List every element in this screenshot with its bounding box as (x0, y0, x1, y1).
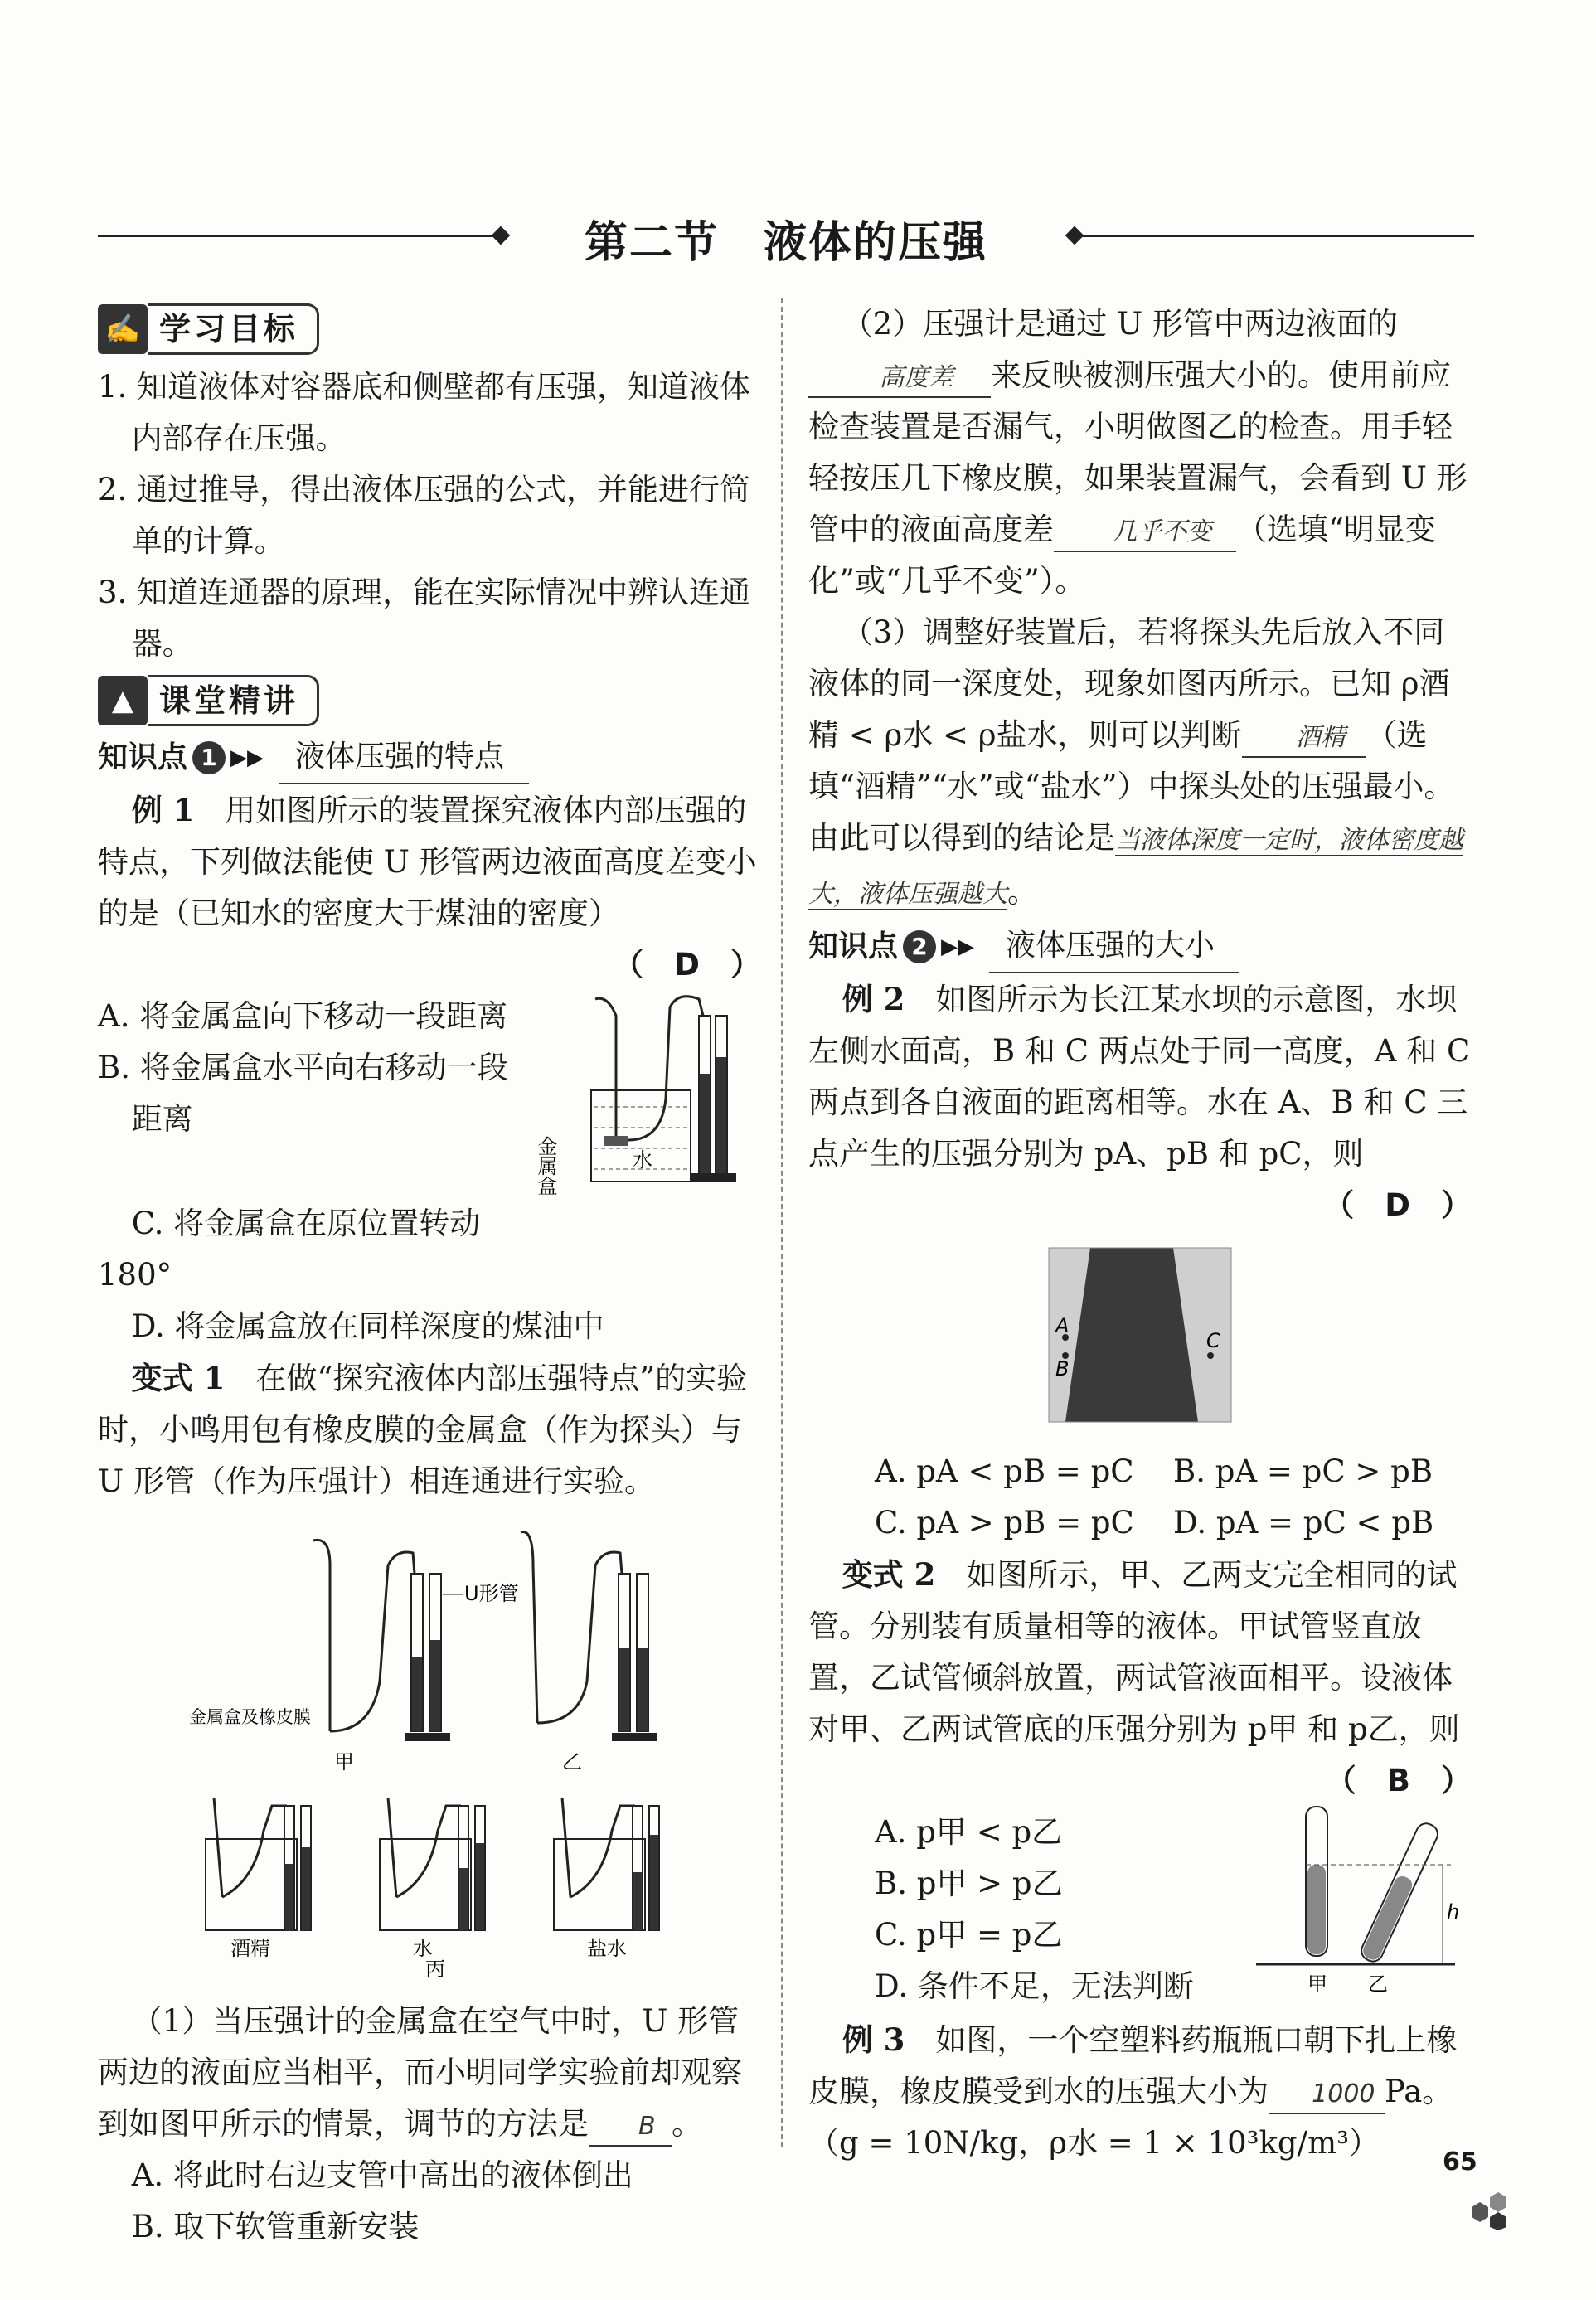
kp-number: 2 (903, 930, 936, 963)
figure-yi (521, 1532, 657, 1774)
example-tag: 例 1 (131, 792, 195, 828)
figure-label-box: 金属盒 (534, 1136, 557, 1196)
option: C. 将金属盒在原位置转动 180° (98, 1206, 481, 1293)
answer-blank: 酒精 (1242, 720, 1366, 758)
figure-label-c: C (1206, 1329, 1220, 1352)
example-stem-text: 用如图所示的装置探究液体内部压强的特点，下列做法能使 U 形管两边液面高度差变小的是（已知水的密度大于煤油的密度） (98, 793, 757, 931)
example-1-options (98, 991, 537, 1145)
right-column (808, 298, 1472, 2169)
variant-2-options (875, 1807, 1248, 2012)
variant-1-q1 (98, 1996, 761, 2150)
figure-label-brine: 盐水 (587, 1937, 627, 1960)
column-divider (781, 298, 783, 2147)
question-text: 。 (672, 2106, 702, 2142)
knowledge-point-2 (808, 922, 1472, 972)
lecture-badge (98, 673, 761, 728)
variant-2-stem (808, 1549, 1472, 1755)
option: A. 将此时右边支管中高出的液体倒出 (131, 2157, 633, 2193)
kp-name: 液体压强的大小 (989, 920, 1239, 973)
question-text: （选填“明显变化”或“几乎不变”）。 (808, 512, 1436, 599)
example-2-options (808, 1446, 1472, 1549)
student-icon: ✍ (98, 304, 148, 354)
figure-label-h: h (1447, 1900, 1460, 1924)
figure-label-utube: U形管 (464, 1582, 519, 1605)
double-arrow-icon: ▶▶ (941, 934, 975, 959)
example-tag: 例 2 (842, 981, 905, 1017)
pressure-gauge-figure (534, 983, 761, 1198)
chapter-title-row (98, 207, 1474, 274)
question-text: 来反映被测压强大小的。使用前应检查装置是否漏气，小明做图乙的检查。用手轻轻按压几下橡皮膜，如果装置漏气，会看到 U 形管中的液面高度差 (808, 357, 1467, 547)
goal-item: 3. 知道连通器的原理，能在实际情况中辨认连通器。 (98, 575, 751, 662)
figure-label-b: B (1055, 1357, 1070, 1380)
figure-bing (206, 1798, 659, 1981)
option: C. p甲 = p乙 (875, 1917, 1063, 1953)
figure-label-water: 水 (413, 1937, 433, 1960)
option: A. 将金属盒向下移动一段距离 (98, 998, 508, 1034)
answer-blank: 1000 (1269, 2076, 1385, 2114)
figure-label-alcohol: 酒精 (230, 1937, 270, 1960)
figure-label-jia: 甲 (334, 1750, 354, 1774)
example-2-answer: （ D ） (1323, 1187, 1472, 1223)
option: D. 条件不足，无法判断 (875, 1968, 1194, 2004)
question-text: （3）调整好装置后，若将探头先后放入不同液体的同一深度处，现象如图丙所示。已知 ρ酒精 < ρ水 < ρ盐水，则可以判断 (808, 614, 1450, 753)
hexagon-decoration-icon (1455, 2172, 1521, 2230)
teacher-icon: ▲ (98, 676, 148, 725)
example-stem-text: 如图所示为长江某水坝的示意图，水坝左侧水面高，B 和 C 两点处于同一高度，A 和 C 两点到各自液面的距离相等。水在 A、B 和 C 三点产生的压强分别为 pA、pB 和 pC，则 (808, 982, 1471, 1172)
lecture-badge-label: 课堂精讲 (148, 675, 319, 726)
example-2-stem (808, 973, 1472, 1180)
option: B. 取下软管重新安装 (131, 2209, 420, 2244)
title-rule-right (1076, 235, 1474, 237)
answer-blank: B (589, 2108, 672, 2147)
option: D. 将金属盒放在同样深度的煤油中 (131, 1308, 604, 1344)
option: D. pA = pC < pB (1173, 1505, 1434, 1541)
option: B. 将金属盒水平向右移动一段距离 (98, 1050, 508, 1137)
knowledge-point-1 (98, 733, 761, 783)
figure-label-yi: 乙 (562, 1750, 582, 1774)
example-1-stem (98, 784, 761, 939)
figure-jia (189, 1540, 519, 1774)
section-title: 第二节 液体的压强 (584, 217, 987, 268)
option: B. pA = pC > pB (1173, 1453, 1433, 1489)
example-stem-text: Pa。 (1385, 2074, 1453, 2109)
figure-label-water: 水 (633, 1148, 652, 1172)
kp-label: 知识点 (808, 929, 899, 963)
test-tube-figure (1256, 1798, 1472, 2006)
option: B. p甲 > p乙 (875, 1866, 1063, 1901)
dam-figure (808, 1231, 1472, 1430)
question-text: （2）压强计是通过 U 形管中两边液面的 (842, 306, 1398, 342)
question-text: （选填“酒精”“水”或“盐水”）中探头处的压强最小。由此可以得到的结论是 (808, 717, 1455, 856)
figure-label-jia: 甲 (1307, 1972, 1327, 1996)
kp-name: 液体压强的特点 (279, 731, 529, 784)
goal-item: 2. 通过推导，得出液体压强的公式，并能进行简单的计算。 (98, 472, 751, 559)
kp-label: 知识点 (98, 740, 188, 774)
figure-label-a: A (1055, 1314, 1070, 1337)
option: A. pA < pB = pC (875, 1453, 1134, 1489)
variant-1-q2 (808, 298, 1472, 607)
variant-1-q3 (808, 607, 1472, 920)
figure-label-probe: 金属盒及橡皮膜 (189, 1707, 311, 1727)
question-text: （1）当压强计的金属盒在空气中时，U 形管两边的液面应当相平，而小明同学实验前却观察到如图甲所示的情景，调节的方法是 (98, 2003, 742, 2142)
option: C. pA > pB = pC (875, 1505, 1134, 1541)
variant-2-answer: （ B ） (1325, 1763, 1472, 1798)
kp-number: 1 (192, 741, 226, 774)
variant-1-stem (98, 1352, 761, 1507)
figure-label-bing: 丙 (425, 1958, 445, 1981)
answer-blank: 高度差 (808, 360, 991, 398)
example-stem-text: 如图，一个空塑料药瓶瓶口朝下扎上橡皮膜，橡皮膜受到水的压强大小为 (808, 2022, 1458, 2109)
variant-tag: 变式 2 (842, 1556, 936, 1593)
goal-item: 1. 知道液体对容器底和侧壁都有压强，知道液体内部存在压强。 (98, 369, 751, 456)
double-arrow-icon: ▶▶ (230, 745, 264, 770)
goals-badge-label: 学习目标 (148, 303, 319, 355)
variant-stem-text: 在做“探究液体内部压强特点”的实验时，小鸣用包有橡皮膜的金属盒（作为探头）与 U 形管（作为压强计）相连通进行实验。 (98, 1361, 748, 1499)
variant-stem-text: 如图所示，甲、乙两支完全相同的试管。分别装有质量相等的液体。甲试管竖直放置，乙试管倾斜放置，两试管液面相平。设液体对甲、乙两试管底的压强分别为 p甲 和 p乙，则 (808, 1557, 1460, 1747)
example-3-stem (808, 2014, 1472, 2118)
question-text: 。 (1007, 874, 1038, 910)
answer-blank: 几乎不变 (1054, 514, 1236, 552)
example-1-block (98, 991, 761, 1198)
variant-1-figure (98, 1516, 761, 1980)
variant-2-block (808, 1807, 1472, 2014)
left-column (98, 298, 761, 2253)
goals-badge (98, 302, 761, 357)
answer-blank: 当液体深度一定时，液体密度越大，液体压强越大 (808, 826, 1463, 909)
example-tag: 例 3 (842, 2021, 905, 2058)
example-1-answer: （ D ） (613, 947, 761, 983)
option: A. p甲 < p乙 (875, 1814, 1063, 1850)
page-number: 65 (1443, 2147, 1477, 2176)
variant-tag: 变式 1 (131, 1360, 226, 1396)
figure-label-yi: 乙 (1368, 1972, 1388, 1996)
example-3-given: （g = 10N/kg，ρ水 = 1 × 10³kg/m³） (808, 2125, 1380, 2161)
